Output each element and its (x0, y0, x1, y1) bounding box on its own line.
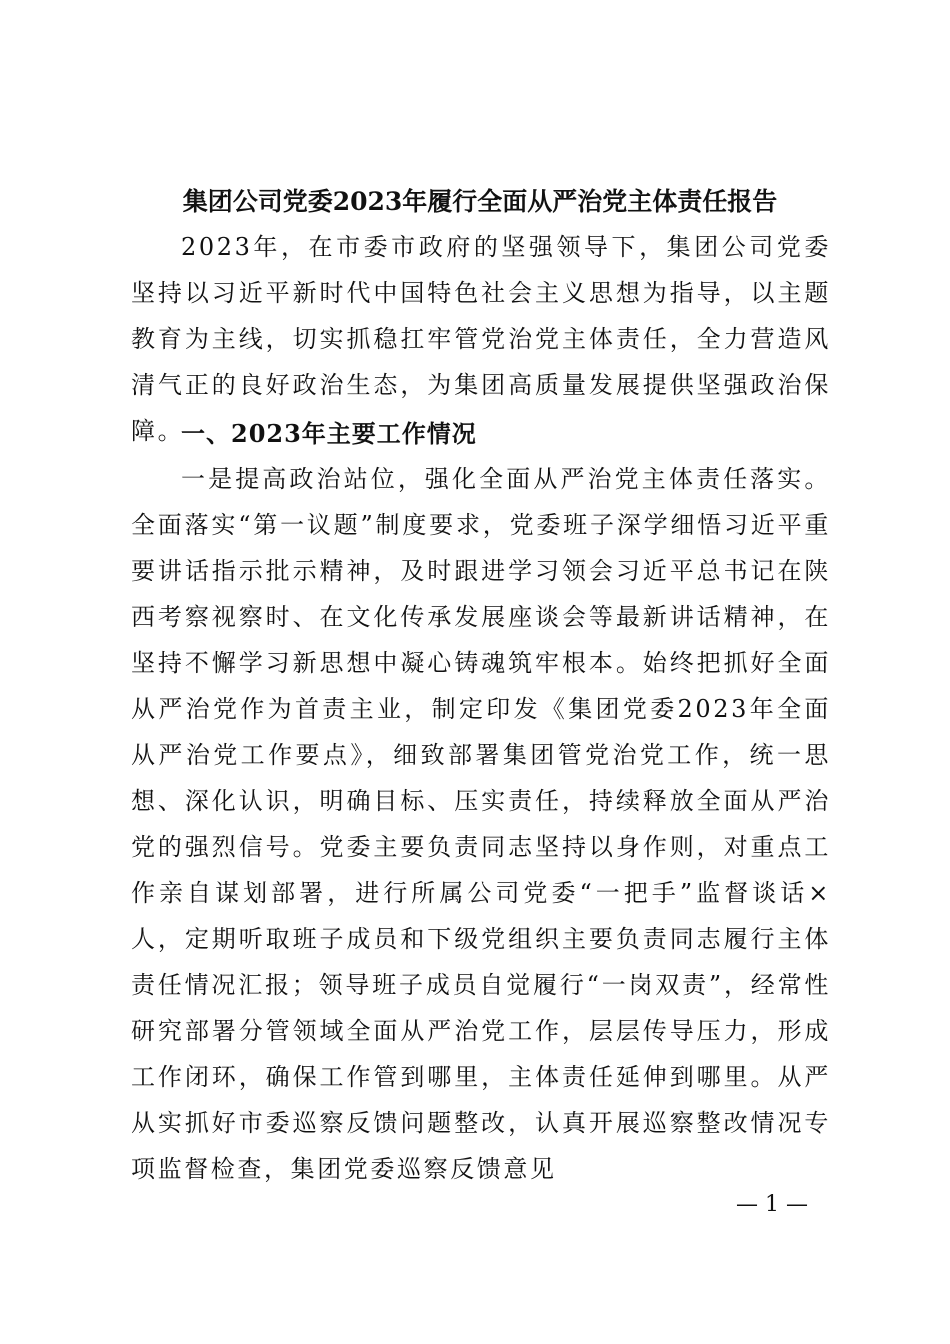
intro-paragraph: 2023年，在市委市政府的坚强领导下，集团公司党委坚持以习近平新时代中国特色社会主义思想为指导，以主题教育为主线，切实抓稳扛牢管党治党主体责任，全力营造风清气正的良好政治生态，为集团高质量发展提供坚强政治保障。 (131, 233, 831, 445)
section-heading: 一、2023年主要工作情况 (181, 419, 477, 448)
section-paragraph: 一是提高政治站位，强化全面从严治党主体责任落实。全面落实“第一议题”制度要求，党委班子深学细悟习近平重要讲话指示批示精神，及时跟进学习领会习近平总书记在陕西考察视察时、在文化传承发展座谈会等最新讲话精神，在坚持不懈学习新思想中凝心铸魂筑牢根本。始终把抓好全面从严治党作为首责主业，制定印发《集团党委2023年全面从严治党工作要点》，细致部署集团管党治党工作，统一思想、深化认识，明确目标、压实责任，持续释放全面从严治党的强烈信号。党委主要负责同志坚持以身作则，对重点工作亲自谋划部署，进行所属公司党委“一把手”监督谈话×人，定期听取班子成员和下级党组织主要负责同志履行主体责任情况汇报；领导班子成员自觉履行“一岗双责”，经常性研究部署分管领域全面从严治党工作，层层传导压力，形成工作闭环，确保工作管到哪里，主体责任延伸到哪里。从严从实抓好市委巡察反馈问题整改，认真开展巡察整改情况专项监督检查，集团党委巡察反馈意见 (131, 465, 831, 1183)
page-number: — 1 — (736, 1192, 808, 1217)
document-title: 集团公司党委2023年履行全面从严治党主体责任报告 (182, 187, 778, 216)
